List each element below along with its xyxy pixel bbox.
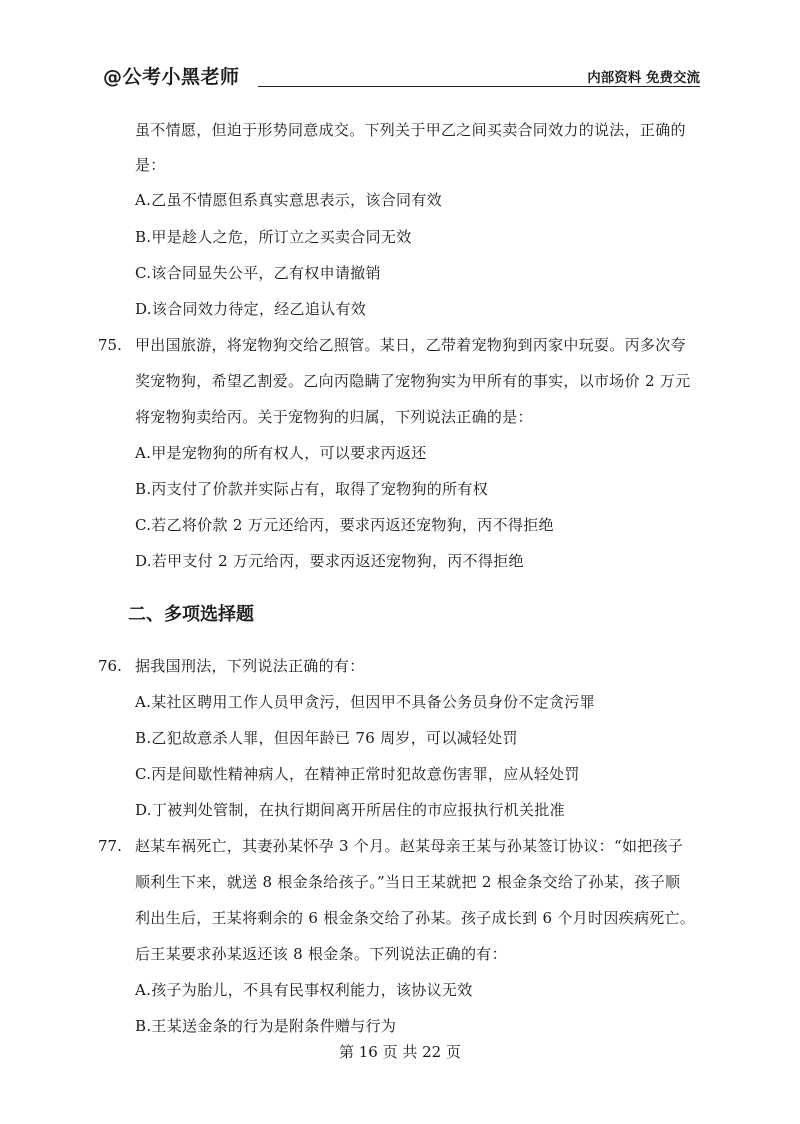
q76-option-b: B.乙犯故意杀人罪，但因年龄已 76 周岁，可以减轻处罚 (135, 729, 518, 747)
q75-stem-line: 甲出国旅游，将宠物狗交给乙照管。某日，乙带着宠物狗到丙家中玩耍。丙多次夸 (135, 336, 686, 354)
page-header (103, 62, 700, 88)
q77-stem-line: 利出生后，王某将剩余的 6 根金条交给了孙某。孩子成长到 6 个月时因疾病死亡。 (135, 909, 696, 927)
q76-option-a: A.某社区聘用工作人员甲贪污，但因甲不具备公务员身份不定贪污罪 (135, 693, 595, 711)
q75-stem-line: 奖宠物狗，希望乙割爱。乙向丙隐瞒了宠物狗实为甲所有的事实，以市场价 2 万元 (135, 372, 691, 390)
q77-stem-line: 后王某要求孙某返还该 8 根金条。下列说法正确的有： (135, 945, 507, 963)
q77-option-b: B.王某送金条的行为是附条件赠与行为 (135, 1017, 397, 1035)
prev-question-option-b: B.甲是趁人之危，所订立之买卖合同无效 (135, 228, 412, 246)
q75-option-b: B.丙支付了价款并实际占有，取得了宠物狗的所有权 (135, 480, 488, 498)
question-number: 76. (98, 657, 122, 675)
prev-question-option-c: C.该合同显失公平，乙有权申请撤销 (135, 264, 381, 282)
q76-stem-line: 据我国刑法，下列说法正确的有： (135, 657, 365, 675)
q77-stem-line: 顺利生下来，就送 8 根金条给孩子。”当日王某就把 2 根金条交给了孙某，孩子顺 (135, 873, 681, 891)
prev-question-option-a: A.乙虽不情愿但系真实意思表示，该合同有效 (135, 191, 442, 209)
question-number: 77. (98, 837, 122, 855)
q75-option-d: D.若甲支付 2 万元给丙，要求丙返还宠物狗，丙不得拒绝 (135, 552, 524, 570)
header-author: @公考小黑老师 (103, 66, 240, 88)
q77-option-a: A.孩子为胎儿，不具有民事权利能力，该协议无效 (135, 981, 473, 999)
prev-question-stem-line: 是： (135, 156, 166, 174)
prev-question-stem-line: 虽不情愿，但迫于形势同意成交。下列关于甲乙之间买卖合同效力的说法，正确的 (135, 121, 686, 139)
header-note: 内部资料 免费交流 (587, 70, 700, 86)
section-title: 二、多项选择题 (128, 604, 254, 625)
page-footer: 第 16 页 共 22 页 (338, 1043, 461, 1061)
q75-stem-line: 将宠物狗卖给丙。关于宠物狗的归属，下列说法正确的是： (135, 408, 533, 426)
q77-stem-line: 赵某车祸死亡，其妻孙某怀孕 3 个月。赵某母亲王某与孙某签订协议：“如把孩子 (135, 837, 684, 855)
q75-option-c: C.若乙将价款 2 万元还给丙，要求丙返还宠物狗，丙不得拒绝 (135, 516, 554, 534)
q75-option-a: A.甲是宠物狗的所有权人，可以要求丙返还 (135, 444, 427, 462)
q76-option-d: D.丁被判处管制，在执行期间离开所居住的市应报执行机关批准 (135, 801, 565, 819)
question-number: 75. (98, 336, 122, 354)
header-rule (258, 86, 700, 87)
q76-option-c: C.丙是间歇性精神病人，在精神正常时犯故意伤害罪，应从轻处罚 (135, 765, 580, 783)
prev-question-option-d: D.该合同效力待定，经乙追认有效 (135, 300, 367, 318)
